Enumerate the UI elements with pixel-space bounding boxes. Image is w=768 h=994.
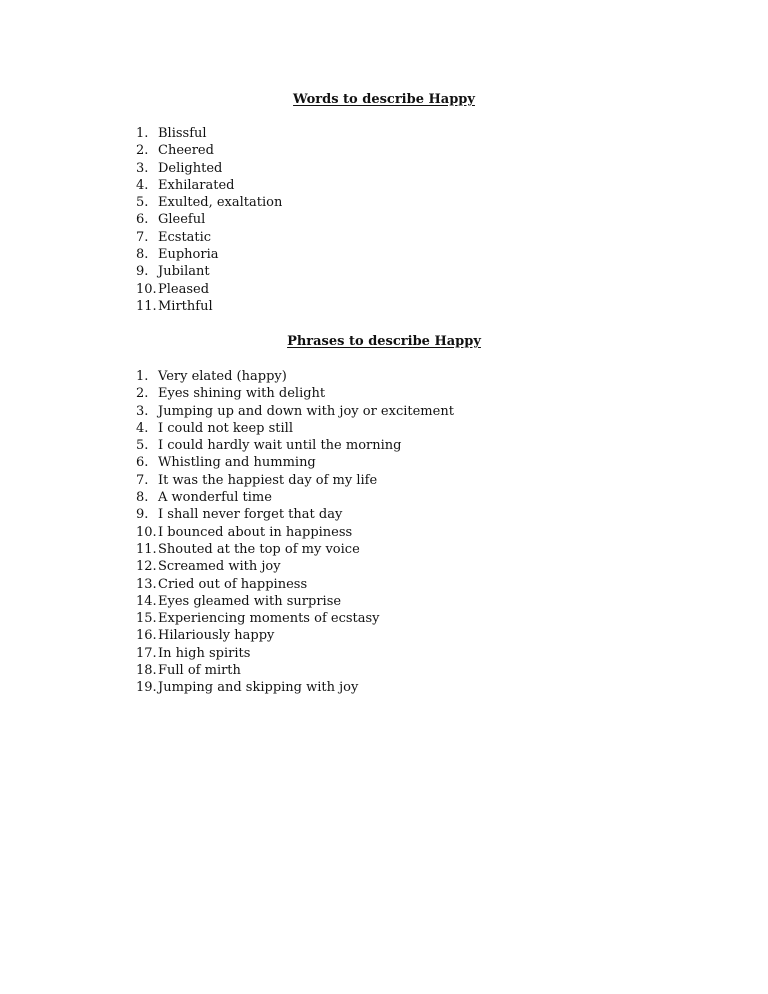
list-item-number: 6.: [136, 455, 149, 471]
list-item-number: 19.: [136, 680, 157, 696]
list-item-text: Jubilant: [158, 264, 210, 280]
phrases-heading: Phrases to describe Happy: [287, 334, 481, 349]
list-item-text: Shouted at the top of my voice: [158, 541, 360, 557]
list-item-number: 12.: [136, 559, 157, 575]
list-item-number: 3.: [136, 160, 149, 176]
list-item-text: Pleased: [158, 281, 210, 297]
list-item-number: 3.: [136, 403, 149, 419]
list-item-number: 6.: [136, 212, 149, 228]
list-item-number: 14.: [136, 593, 157, 609]
list-item-number: 5.: [136, 438, 149, 454]
list-item-number: 8.: [136, 490, 149, 506]
list-item-number: 7.: [136, 229, 149, 245]
list-item-number: 2.: [136, 143, 149, 159]
list-item-text: Experiencing moments of ecstasy: [158, 611, 380, 627]
list-item-text: I shall never forget that day: [158, 507, 343, 523]
list-item-text: Exhilarated: [158, 177, 235, 193]
list-item-number: 17.: [136, 645, 157, 661]
list-item-text: Ecstatic: [158, 229, 212, 245]
list-item-text: Screamed with joy: [158, 559, 281, 575]
list-item-number: 5.: [136, 195, 149, 211]
list-item-number: 1.: [136, 126, 149, 141]
list-item-text: Whistling and humming: [158, 455, 316, 471]
list-item-number: 11.: [136, 541, 157, 557]
list-item-number: 9.: [136, 507, 149, 523]
list-item-text: Eyes gleamed with surprise: [158, 593, 342, 609]
list-item-text: Jumping and skipping with joy: [158, 680, 359, 696]
list-item-text: Blissful: [158, 126, 207, 141]
list-item-text: Very elated (happy): [158, 369, 287, 384]
list-item-text: I bounced about in happiness: [158, 524, 353, 540]
list-item-text: I could not keep still: [158, 420, 294, 436]
list-item-number: 10.: [136, 524, 157, 540]
list-item-text: A wonderful time: [158, 490, 272, 506]
list-item-text: Hilariously happy: [158, 628, 275, 644]
list-item-number: 18.: [136, 663, 157, 679]
list-item-number: 9.: [136, 264, 149, 280]
list-item-number: 11.: [136, 298, 157, 314]
list-item-text: Gleeful: [158, 212, 206, 228]
list-item-text: Full of mirth: [158, 663, 241, 679]
list-item-number: 1.: [136, 369, 149, 384]
list-item-number: 8.: [136, 247, 149, 263]
list-item-text: Mirthful: [158, 298, 213, 314]
list-item-text: I could hardly wait until the morning: [158, 438, 402, 454]
list-item-number: 4.: [136, 177, 149, 193]
list-item-text: Cried out of happiness: [158, 576, 308, 592]
list-item-text: Delighted: [158, 160, 223, 176]
list-item-text: In high spirits: [158, 645, 251, 661]
list-item-text: Euphoria: [158, 247, 219, 263]
words-heading: Words to describe Happy: [293, 92, 475, 107]
list-item-number: 7.: [136, 472, 149, 488]
list-item-number: 4.: [136, 420, 149, 436]
list-item-text: Eyes shining with delight: [158, 386, 326, 402]
list-item-number: 15.: [136, 611, 157, 627]
list-item-text: Exulted, exaltation: [158, 195, 283, 211]
list-item-text: Cheered: [158, 143, 214, 159]
list-item-number: 16.: [136, 628, 157, 644]
list-item-number: 13.: [136, 576, 157, 592]
list-item-text: It was the happiest day of my life: [158, 472, 378, 488]
list-item-number: 10.: [136, 281, 157, 297]
list-item-text: Jumping up and down with joy or excitement: [158, 403, 454, 419]
list-item-number: 2.: [136, 386, 149, 402]
